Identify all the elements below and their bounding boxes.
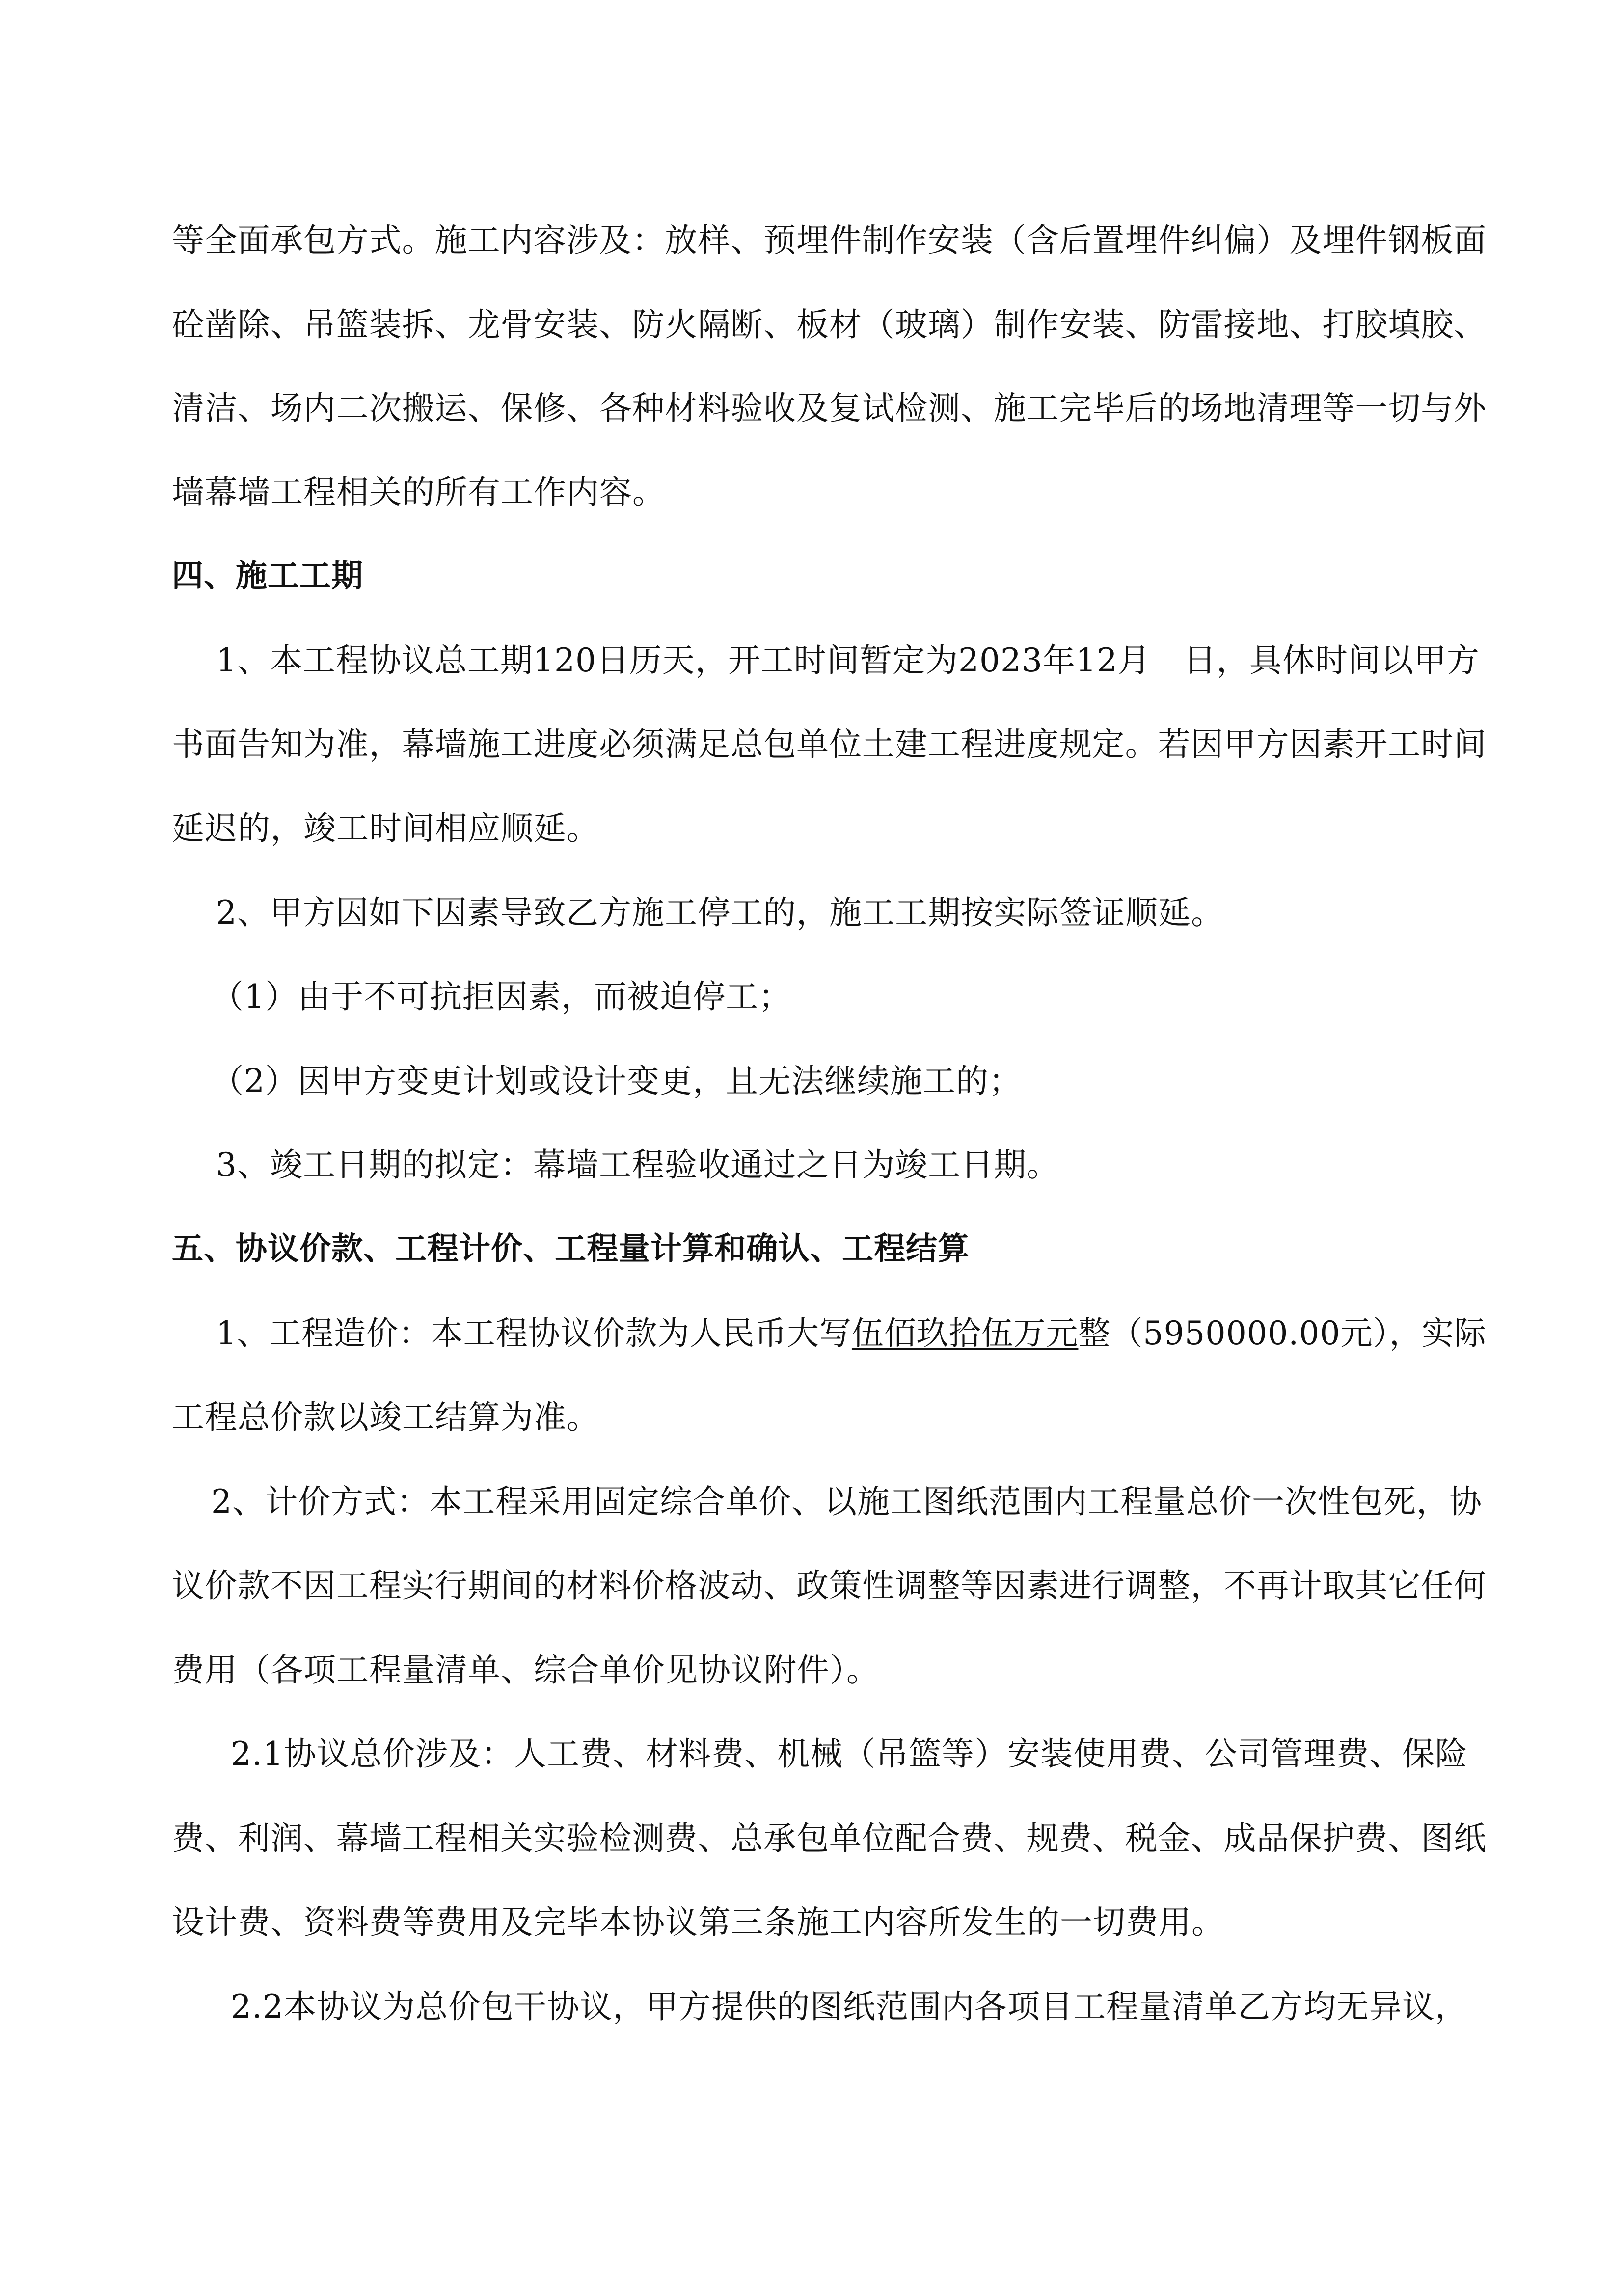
paragraph-line-16: 2、计价方式：本工程采用固定综合单价、以施工图纸范围内工程量总价一次性包死，协 bbox=[211, 1483, 1482, 1521]
section-heading-pricing: 五、协议价款、工程计价、工程量计算和确认、工程结算 bbox=[172, 1231, 970, 1267]
price-in-words: 伍佰玖拾伍万元 bbox=[851, 1314, 1079, 1352]
paragraph-line-20: 费、利润、幕墙工程相关实验检测费、总承包单位配合费、规费、税金、成品保护费、图纸 bbox=[172, 1819, 1487, 1857]
section-heading-schedule: 四、施工工期 bbox=[172, 558, 363, 594]
paragraph-line-14 bbox=[216, 1314, 1487, 1353]
price-text-after: 整（5950000.00元），实际 bbox=[1078, 1314, 1487, 1352]
paragraph-line-3: 清洁、场内二次搬运、保修、各种材料验收及复试检测、施工完毕后的场地清理等一切与外 bbox=[172, 389, 1487, 427]
paragraph-line-21: 设计费、资料费等费用及完毕本协议第三条施工内容所发生的一切费用。 bbox=[172, 1903, 1224, 1941]
list-item-2: （2）因甲方变更计划或设计变更，且无法继续施工的； bbox=[211, 1062, 1022, 1100]
paragraph-line-1: 等全面承包方式。施工内容涉及：放样、预埋件制作安装（含后置埋件纠偏）及埋件钢板面 bbox=[172, 221, 1487, 259]
paragraph-line-19: 2.1协议总价涉及：人工费、材料费、机械（吊篮等）安装使用费、公司管理费、保险 bbox=[231, 1735, 1468, 1773]
paragraph-line-7: 书面告知为准，幕墙施工进度必须满足总包单位土建工程进度规定。若因甲方因素开工时间 bbox=[172, 725, 1487, 763]
paragraph-line-22: 2.2本协议为总价包干协议，甲方提供的图纸范围内各项目工程量清单乙方均无异议， bbox=[231, 1988, 1468, 2026]
paragraph-line-18: 费用（各项工程量清单、综合单价见协议附件）。 bbox=[172, 1651, 879, 1689]
paragraph-line-8: 延迟的，竣工时间相应顺延。 bbox=[172, 809, 599, 847]
paragraph-line-17: 议价款不因工程实行期间的材料价格波动、政策性调整等因素进行调整，不再计取其它任何 bbox=[172, 1567, 1487, 1604]
list-item-1: （1）由于不可抗拒因素，而被迫停工； bbox=[211, 978, 791, 1015]
paragraph-line-2: 砼凿除、吊篮装拆、龙骨安装、防火隔断、板材（玻璃）制作安装、防雷接地、打胶填胶、 bbox=[172, 306, 1487, 344]
paragraph-line-9: 2、甲方因如下因素导致乙方施工停工的，施工工期按实际签证顺延。 bbox=[216, 894, 1224, 932]
price-text-before: 1、工程造价：本工程协议价款为人民币大写 bbox=[216, 1314, 852, 1352]
paragraph-line-15: 工程总价款以竣工结算为准。 bbox=[172, 1398, 599, 1436]
paragraph-line-6: 1、本工程协议总工期120日历天，开工时间暂定为2023年12月 日，具体时间以甲方 bbox=[216, 641, 1480, 679]
paragraph-line-12: 3、竣工日期的拟定：幕墙工程验收通过之日为竣工日期。 bbox=[216, 1146, 1059, 1184]
paragraph-line-4: 墙幕墙工程相关的所有工作内容。 bbox=[172, 473, 665, 511]
